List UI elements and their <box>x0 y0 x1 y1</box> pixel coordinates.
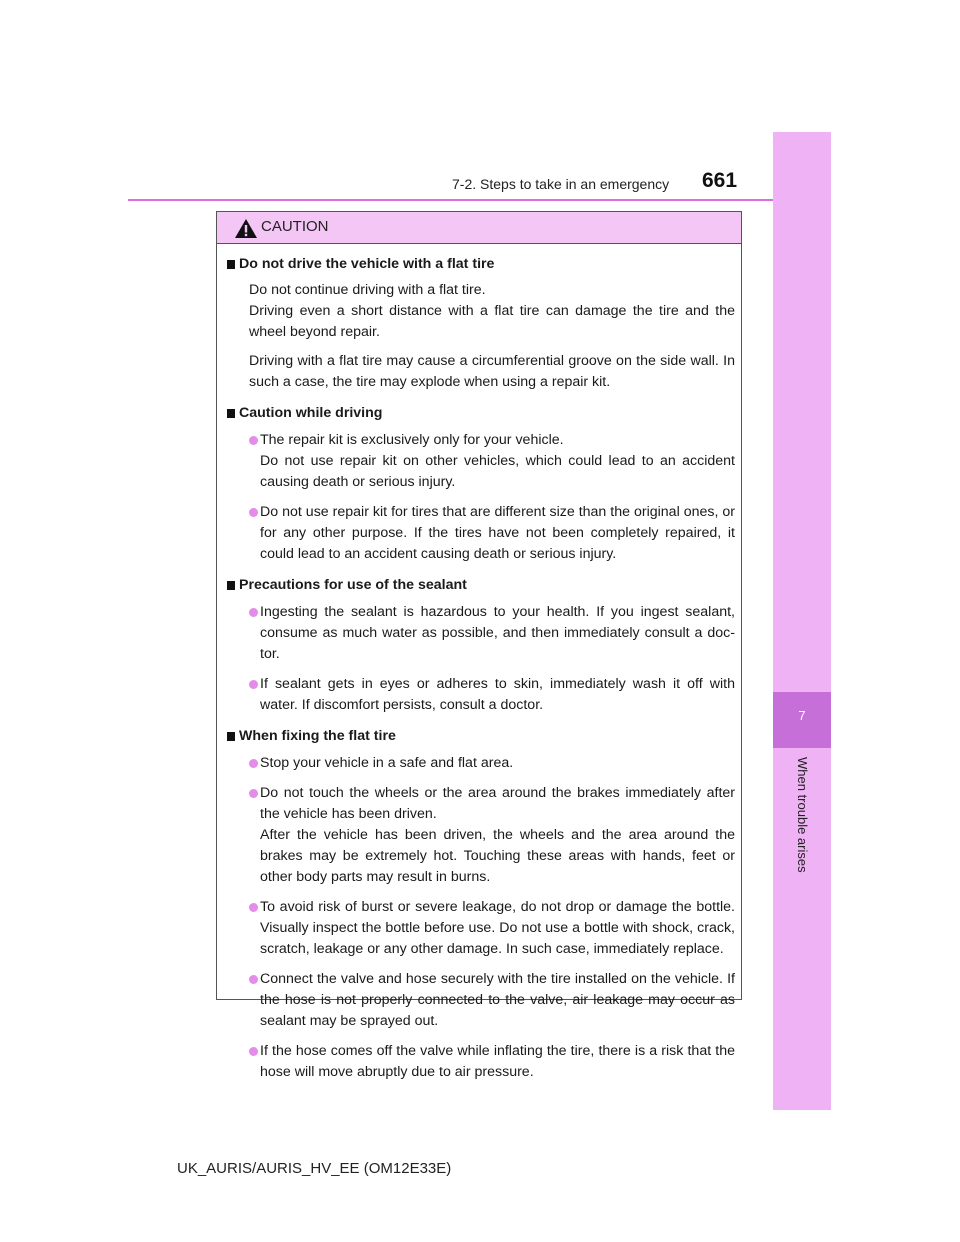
caution-body <box>217 244 741 1083</box>
list-item: Do not use repair kit for tires that are different size than the original ones, or for any other purpose. If the tires have not been completely repaired, it could lead to an accident causing death or serious injury. <box>227 502 735 565</box>
round-bullet-icon <box>249 608 258 617</box>
round-bullet-icon <box>249 680 258 689</box>
list-item: Ingesting the sealant is hazardous to your health. If you ingest sealant, consume as much water as possible, and then immediately consult a doc- tor. <box>227 602 735 665</box>
list-item: If the hose comes off the valve while inflating the tire, there is a risk that the hose will move abruptly due to air pressure. <box>227 1041 735 1083</box>
list-item: If sealant gets in eyes or adheres to skin, immediately wash it off with water. If discomfort persists, consult a doctor. <box>227 674 735 716</box>
square-bullet-icon <box>227 732 235 741</box>
list-item: To avoid risk of burst or severe leakage, do not drop or damage the bottle. Visually inspect the bottle before use. Do not use a bottle with shock, crack, scratch, leakage or any other damage. In such case, immediately replace. <box>227 897 735 960</box>
square-bullet-icon <box>227 260 235 269</box>
list-item: Stop your vehicle in a safe and flat area. <box>227 753 735 774</box>
section-title: When fixing the flat tire <box>227 726 735 747</box>
header-divider <box>128 199 831 201</box>
square-bullet-icon <box>227 409 235 418</box>
paragraph: Do not continue driving with a flat tire. Driving even a short distance with a flat tire can damage the tire and the wheel beyond repair. <box>249 282 735 340</box>
round-bullet-icon <box>249 436 258 445</box>
model-code-footer: UK_AURIS/AURIS_HV_EE (OM12E33E) <box>177 1160 452 1177</box>
warning-triangle-icon <box>234 218 258 239</box>
round-bullet-icon <box>249 1047 258 1056</box>
page-number: 661 <box>702 169 738 192</box>
chapter-number: 7 <box>798 708 806 723</box>
section-title: Caution while driving <box>227 403 735 424</box>
section-title: Do not drive the vehicle with a flat tire <box>227 254 735 275</box>
list-item: Connect the valve and hose securely with the tire installed on the vehicle. If the hose is not properly connected to the valve, air leakage may occur as sealant may be sprayed out. <box>227 969 735 1032</box>
chapter-label: When trouble arises <box>795 757 810 873</box>
section-heading: 7-2. Steps to take in an emergency <box>452 176 670 192</box>
round-bullet-icon <box>249 975 258 984</box>
list-item: The repair kit is exclusively only for your vehicle. Do not use repair kit on other vehicles, which could lead to an accident causing death or serious injury. <box>227 430 735 493</box>
round-bullet-icon <box>249 789 258 798</box>
paragraph: Driving with a flat tire may cause a circumferential groove on the side wall. In such a case, the tire may explode when using a repair kit. <box>249 353 735 390</box>
list-item: Do not touch the wheels or the area around the brakes immediately after the vehicle has been driven. After the vehicle has been driven, the wheels and the area around the brakes may be extremely hot. Touching these areas with hands, feet or other body parts may result in burns. <box>227 783 735 888</box>
round-bullet-icon <box>249 903 258 912</box>
square-bullet-icon <box>227 581 235 590</box>
chapter-side-tab <box>773 132 831 1110</box>
round-bullet-icon <box>249 508 258 517</box>
caution-box <box>216 211 742 1080</box>
caution-title: CAUTION <box>261 218 329 235</box>
section-title: Precautions for use of the sealant <box>227 575 735 596</box>
round-bullet-icon <box>249 759 258 768</box>
caution-header <box>217 212 741 244</box>
